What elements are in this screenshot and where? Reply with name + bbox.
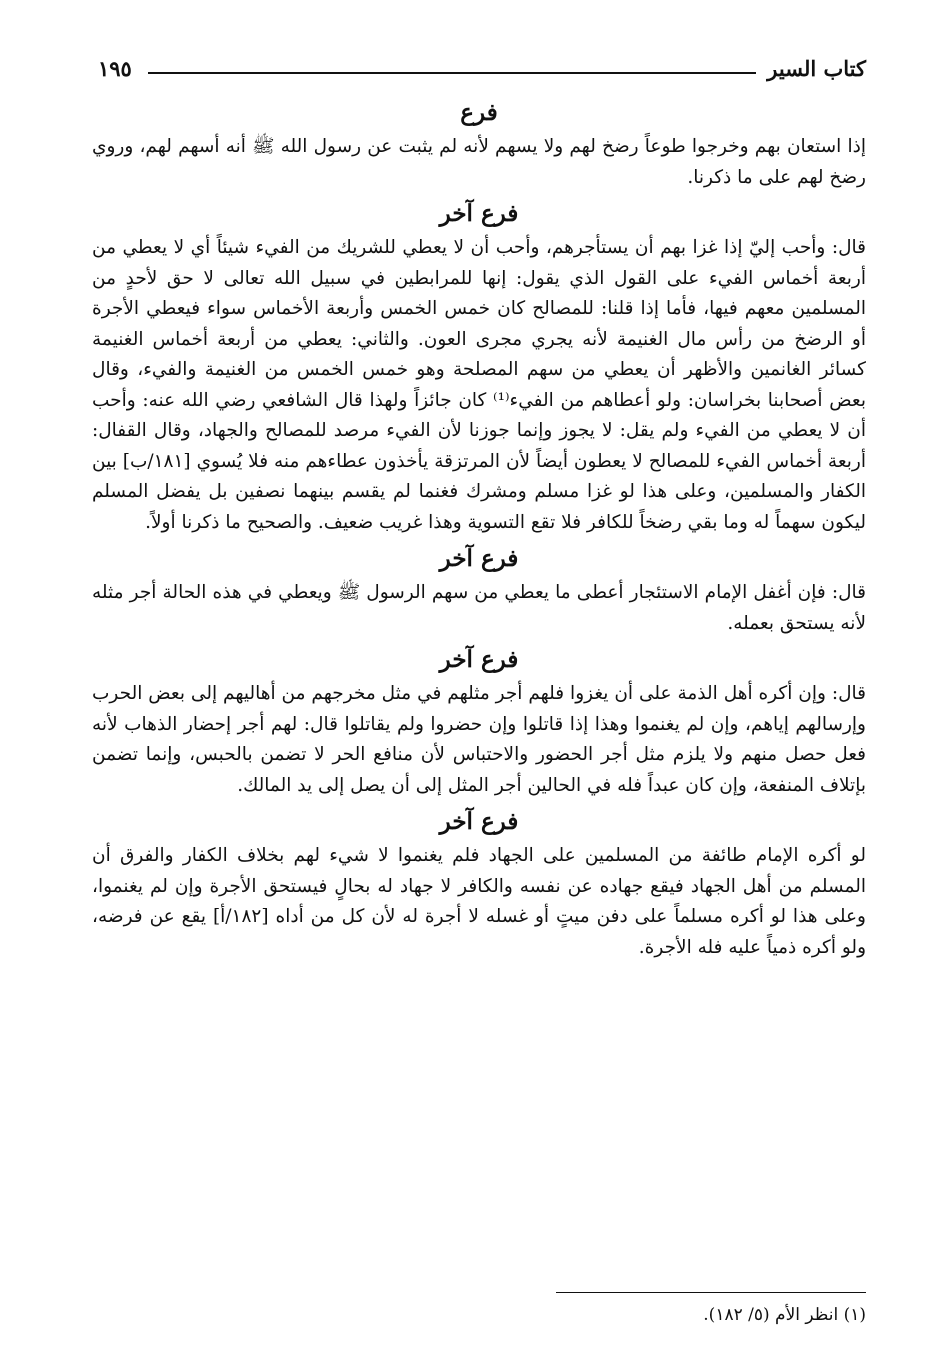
section-4	[92, 643, 866, 801]
section-heading: فرع	[460, 99, 498, 126]
section-heading: فرع آخر	[439, 646, 519, 673]
section-paragraph: قال: وإن أكره أهل الذمة على أن يغزوا فلهم أجر مثلهم في مثل مخرجهم من أهاليهم إلى بعض الحرب وإرسالهم إياهم، وإن لم يغنموا وهذا إذا قاتلوا وإن حضروا ولم يقاتلوا قال: لهم أجر إحضار الذهاب لأنه فعل حصل منهم ولا يلزم مثل أجر الحضور والاحتباس لأن منافع الحر لا تضمن بالحبس، وإنما تضمن بإتلاف المنفعة، وإن كان عبداً فله في الحالين أجر المثل إلى أن يصل إلى يد المالك.	[92, 683, 866, 796]
page-number: ١٩٥	[98, 56, 132, 81]
footnote: (١) انظر الأم (٥/ ١٨٢).	[703, 1305, 866, 1325]
section-2	[92, 197, 866, 538]
section-5	[92, 805, 866, 963]
book-title: كتاب السير	[767, 56, 866, 81]
section-3	[92, 542, 866, 639]
section-paragraph: قال: وأحب إليّ إذا غزا بهم أن يستأجرهم، وأحب أن لا يعطي للشريك من الفيء شيئاً أي لا يعطي من أربعة أخماس الفيء على القول الذي يقول: إنها للمرابطين في سبيل الله تعالى لا حق لأحدٍ من المسلمين معهم فيها، فأما إذا قلنا: للمصالح كان خمس الخمس وأربعة الأخماس سواء فيعطي الأجرة أو الرضخ من رأس مال الغنيمة لأنه يجري مجرى العون. والثاني: يعطي من أربعة أخماس الغنيمة كسائر الغانمين والأظهر أن يعطي من سهم المصلحة وهو خمس الخمس من الغنيمة والفيء، وقال بعض أصحابنا بخراسان: ولو أعطاهم من الفيء⁽¹⁾ كان جائزاً ولهذا قال الشافعي رضي الله عنه: وأحب أن لا يعطي من الفيء ولم يقل: لا يجوز وإنما جوزنا لأن الفيء مرصد للمصالح والجهاد، وقال القفال: أربعة أخماس الفيء للمصالح لا يعطون أيضاً لأن المرتزقة يأخذون عطاءهم منه فلا يُسوي [١٨١/ب] بين الكفار والمسلمين، وعلى هذا لو غزا مسلم ومشرك فغنما لم يقسم بينهما نصفين بل يفضل المسلم ليكون سهماً له وما بقي رضخاً للكافر فلا تقع التسوية وهذا غريب ضعيف. والصحيح ما ذكرنا أولاً.	[92, 237, 866, 533]
footnote-rule	[556, 1292, 866, 1293]
section-heading: فرع آخر	[439, 200, 519, 227]
document-page	[92, 52, 866, 1352]
header-rule	[148, 72, 756, 74]
section-1	[92, 96, 866, 193]
section-paragraph: لو أكره الإمام طائفة من المسلمين على الجهاد فلم يغنموا لا شيء لهم بخلاف الكفار والفرق أن المسلم من أهل الجهاد فيقع جهاده عن نفسه والكافر لا جهاد له بحالٍ فيستحق الأجرة وإن لم يغنموا، وعلى هذا لو أكره مسلماً على دفن ميتٍ أو غسله لا أجرة له لأن كل من أداه [١٨٢/أ] يقع عن فرضه، ولو أكره ذمياً عليه فله الأجرة.	[92, 845, 866, 958]
section-paragraph: قال: فإن أغفل الإمام الاستئجار أعطى ما يعطي من سهم الرسول ﷺ ويعطي في هذه الحالة أجر مثله لأنه يستحق بعمله.	[92, 582, 866, 634]
section-paragraph: إذا استعان بهم وخرجوا طوعاً رضخ لهم ولا يسهم لأنه لم يثبت عن رسول الله ﷺ أنه أسهم لهم، وروي رضخ لهم على ما ذكرنا.	[92, 136, 866, 188]
section-heading: فرع آخر	[439, 808, 519, 835]
section-heading: فرع آخر	[439, 545, 519, 572]
page-header	[92, 52, 866, 92]
